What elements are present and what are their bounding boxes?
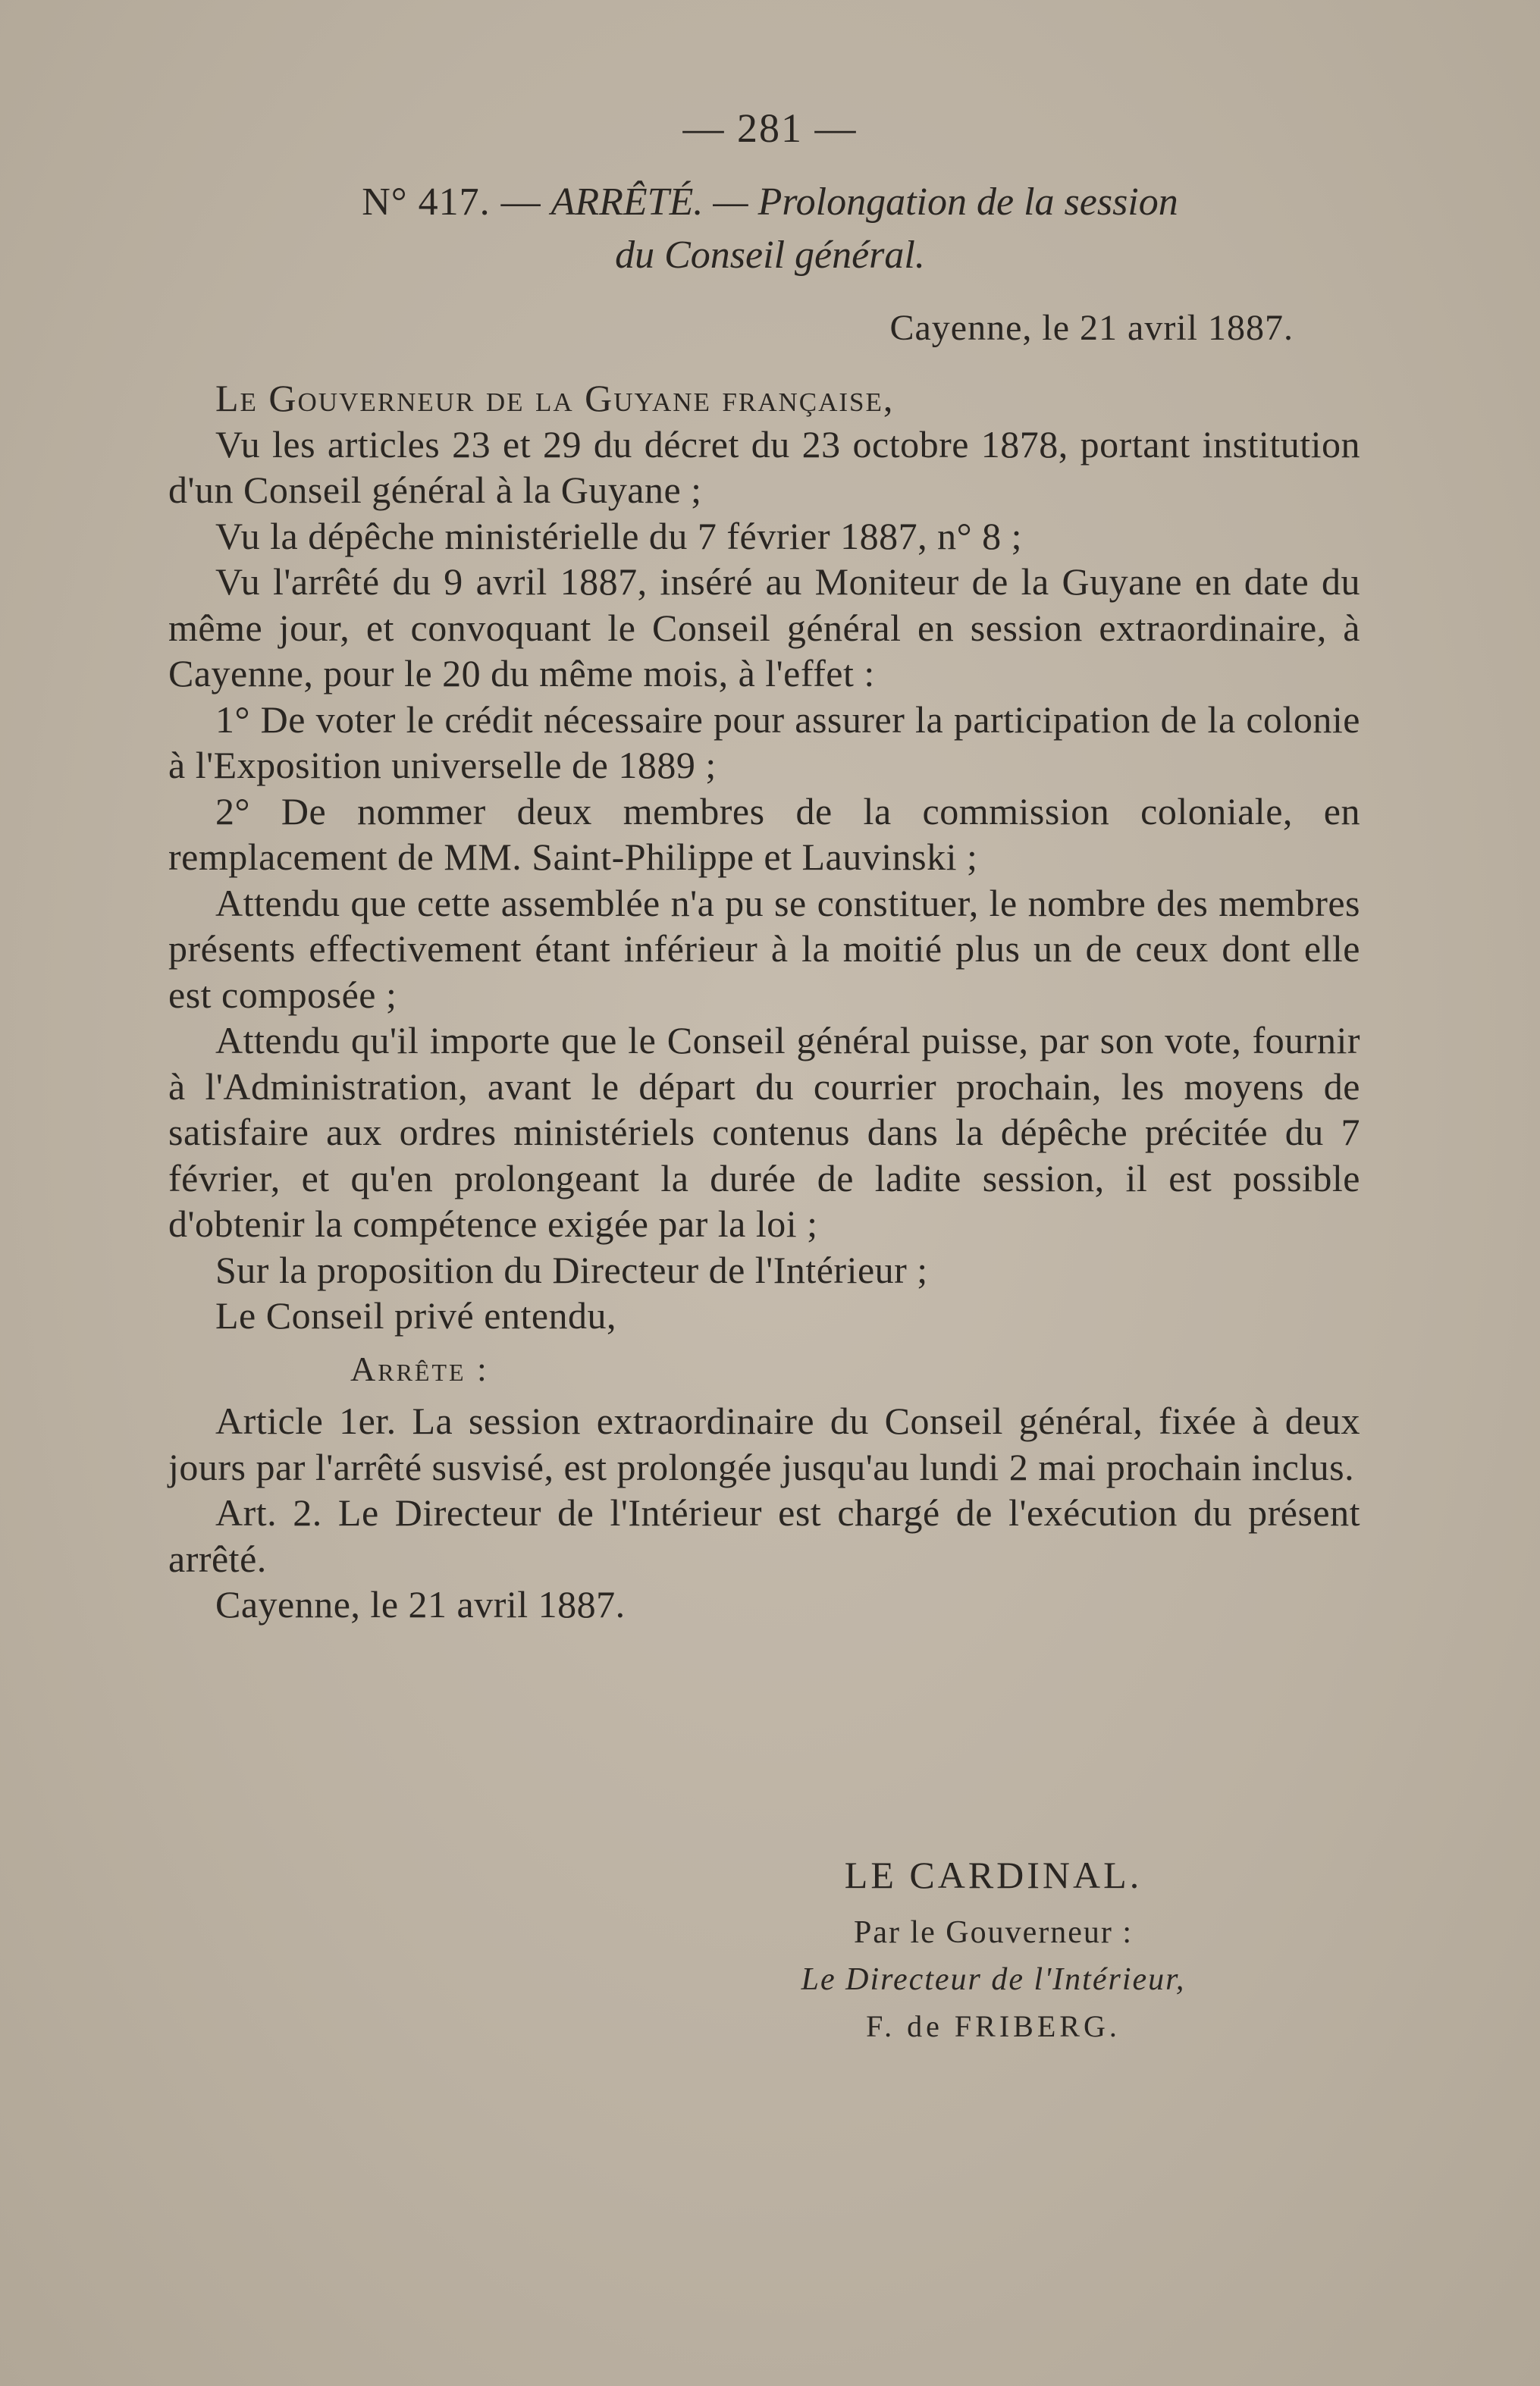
decree-subject-line-2: du Conseil général. <box>615 234 925 277</box>
paragraph: Vu la dépêche ministérielle du 7 février 1887, n° 8 ; <box>215 514 1022 557</box>
paragraph: 2° De nommer deux membres de la commission coloniale, en remplacement de MM. Saint-Philippe et Lauvinski ; <box>168 789 1360 878</box>
dateline: Cayenne, le 21 avril 1887. <box>889 308 1294 348</box>
decree-number: N° 417. — <box>362 180 541 224</box>
signatory-name: LE CARDINAL. <box>844 1854 1143 1896</box>
paragraph: Le Conseil privé entendu, <box>215 1294 617 1337</box>
document-heading <box>0 176 1540 282</box>
paragraph: Attendu que cette assemblée n'a pu se constituer, le nombre des membres présents effectivement étant inférieur à la moitié plus un de ceux dont elle est composée ; <box>168 881 1360 1016</box>
decree-subject-line-1: — Prolongation de la session <box>713 180 1178 224</box>
decree-type: ARRÊTÉ. <box>550 180 704 224</box>
paragraph: Vu les articles 23 et 29 du décret du 23 octobre 1878, portant institution d'un Conseil général à la Guyane ; <box>168 422 1360 511</box>
heading-line-1 <box>0 176 1540 229</box>
page-number: — 281 — <box>682 105 858 151</box>
article: Art. 2. Le Directeur de l'Intérieur est chargé de l'exécution du présent arrêté. <box>168 1491 1360 1580</box>
closing-line: Cayenne, le 21 avril 1887. <box>215 1583 626 1626</box>
paragraph: 1° De voter le crédit nécessaire pour assurer la participation de la colonie à l'Exposition universelle de 1889 ; <box>168 698 1360 786</box>
decree-body <box>168 375 1360 1628</box>
countersigner-title: Le Directeur de l'Intérieur, <box>801 1962 1186 1997</box>
intro-line: Le Gouverneur de la Guyane française, <box>215 377 895 419</box>
arrete-label: Arrête : <box>350 1349 489 1388</box>
paragraph: Vu l'arrêté du 9 avril 1887, inséré au Moniteur de la Guyane en date du même jour, et convoquant le Conseil général en session extraordinaire, à Cayenne, pour le 20 du même mois, à l'effet : <box>168 560 1360 694</box>
signature-by: Par le Gouverneur : <box>853 1915 1134 1950</box>
article: Article 1er. La session extraordinaire du Conseil général, fixée à deux jours par l'arrêté susvisé, est prolongée jusqu'au lundi 2 mai prochain inclus. <box>168 1400 1360 1488</box>
paragraph: Sur la proposition du Directeur de l'Intérieur ; <box>215 1248 928 1291</box>
countersigner-name: F. de FRIBERG. <box>866 2009 1121 2043</box>
paragraph: Attendu qu'il importe que le Conseil général puisse, par son vote, fournir à l'Administration, avant le départ du courrier prochain, les moyens de satisfaire aux ordres ministériels contenus dans la dépêche précitée du 7 février, et qu'en prolongeant la durée de ladite session, il est possible d'obtenir la compétence exigée par la loi ; <box>168 1019 1360 1245</box>
signature-block <box>728 1848 1259 2050</box>
